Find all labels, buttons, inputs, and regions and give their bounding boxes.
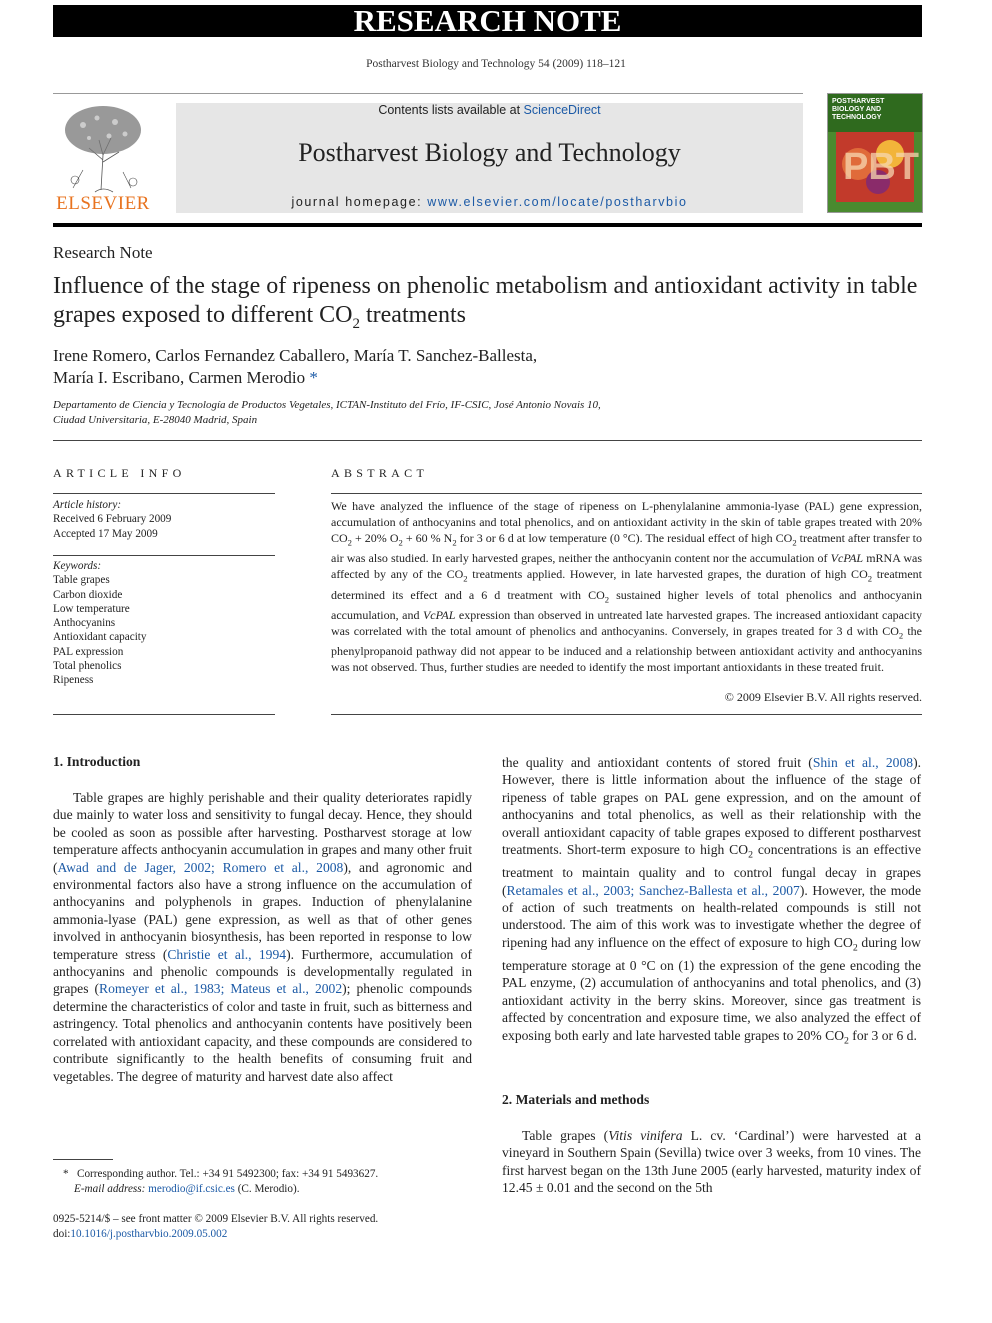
citation-link[interactable]: Awad and de Jager, 2002; Romero et al., 2008 (57, 859, 344, 875)
divider (53, 714, 275, 715)
introduction-heading: 1. Introduction (53, 754, 141, 769)
front-matter-text: 0925-5214/$ – see front matter © 2009 Elsevier B.V. All rights reserved. (53, 1213, 379, 1225)
keyword: Antioxidant capacity (53, 631, 147, 644)
contents-availability (176, 103, 803, 117)
corresponding-author-footnote (53, 1167, 472, 1197)
keyword: Ripeness (53, 674, 94, 687)
sciencedirect-link[interactable]: ScienceDirect (523, 103, 601, 117)
article-title (53, 272, 922, 339)
keyword: Anthocyanins (53, 617, 116, 630)
article-history (53, 498, 275, 541)
journal-reference: Postharvest Biology and Technology 54 (2009) 118–121 (366, 58, 626, 70)
title-text: Influence of the stage of ripeness on phenolic metabolism and antioxidant activity in table grapes exposed to different CO (53, 273, 918, 328)
corresponding-author-mark[interactable]: * (309, 368, 318, 387)
footnote-rule (53, 1159, 113, 1160)
tree-icon (53, 100, 153, 195)
journal-homepage (176, 195, 803, 209)
email-link[interactable]: merodio@if.csic.es (148, 1183, 235, 1195)
abstract-heading: ABSTRACT (331, 466, 429, 480)
affiliation-line-1: Departamento de Ciencia y Tecnología de Productos Vegetales, ICTAN-Instituto del Frío, IF-CSIC, José Antonio Novais 10, (53, 399, 601, 411)
contents-prefix: Contents lists available at (378, 103, 524, 117)
cover-title: POSTHARVEST BIOLOGY AND TECHNOLOGY (832, 98, 885, 121)
journal-cover-image (827, 93, 923, 213)
introduction-paragraph-continued: the quality and antioxidant contents of stored fruit (Shin et al., 2008). However, there is little information about the influence of the stage of ripeness of table grapes on PAL gene expression, and on the amount of anthocyanins and total phenolics, as well as their relationship with the overall antioxidant capacity of table grapes exposed to different postharvest treatments. Short-term exposure to high $CO_2$ concentrations is an effective treatment to maintain quality and to control fungal decay in grapes (Retamales et al., 2003; Sanchez-Ballesta et al., 2007). However, the mode of action of such treatments on health-related compounds is still not understood. The aim of this work was to investigate whether the degree of ripening had any influence on the effect of exposure to high $CO_2$ during low temperature storage at 0 °C on (1) the expression of the gene encoding the PAL enzyme, (2) accumulation of anthocyanins and total phenolics, and (3) antioxidant activity in the berry skins. Moreover, since gas treatment is affected by concentration and exposure time, we also analyzed the effect of exposing both early and late harvested table grapes to 20% $CO_2$ for 3 or 6 d. (502, 755, 922, 1047)
elsevier-wordmark: ELSEVIER (56, 193, 150, 214)
keywords-label: Keywords: (53, 560, 102, 572)
introduction-paragraph: Table grapes are highly perishable and their quality deteriorates rapidly due mainly to water loss and sensitivity to fungal decay. Hence, they should be cooled as soon as possible after harvesting. Postharvest storage at low temperature affects anthocyanin accumulation in grapes and many other fruit (Awad and de Jager, 2002; Romero et al., 2008), and agronomic and environmental factors also have a strong influence on the accumulation of anthocyanins and polyphenols in grapes. Induction of phenylalanine ammonia-lyase (PAL) gene expression, as well as that of other genes involved in anthocyanin biosynthesis, has been reported in response to low temperature stress (Christie et al., 1994). Furthermore, accumulation of anthocyanins and phenolic compounds is developmentally regulated in grapes (Romeyer et al., 1983; Mateus et al., 2002); phenolic compounds determine the characteristics of color and taste in fruit, such as bitterness and astringency. Total phenolics and anthocyanin contents have positively been correlated with antioxidant capacity, and these compounds are considered to contribute significantly to the health benefits of consuming fruit and vegetables. The degree of maturity and harvest date also affect (53, 790, 473, 1084)
title-subscript: 2 (352, 315, 360, 332)
divider (331, 493, 922, 494)
accepted-date: Accepted 17 May 2009 (53, 527, 158, 540)
header-top-rule (53, 93, 803, 94)
affiliation (53, 398, 922, 428)
doi-prefix: doi: (53, 1228, 71, 1240)
divider (53, 493, 275, 494)
header-bottom-rule (53, 223, 922, 227)
email-suffix: (C. Merodio). (234, 1183, 300, 1195)
corresponding-text: Corresponding author. Tel.: +34 91 5492300; fax: +34 91 5493627. (76, 1168, 379, 1180)
abstract-copyright: © 2009 Elsevier B.V. All rights reserved. (724, 690, 922, 704)
keyword: Total phenolics (53, 660, 122, 673)
affiliation-line-2: Ciudad Universitaria, E-28040 Madrid, Spain (53, 414, 258, 426)
abstract-text: We have analyzed the influence of the stage of ripeness on L-phenylalanine ammonia-lyase (PAL) gene expression, accumulation of anthocyanins and total phenolics, and on antioxidant activity in the skin of table grapes treated with 20% $CO_2 + 20\%$ $O_2 + 60$ % $N_2$ for 3 or 6 d at low temperature (0 °C). The residual effect of high $CO_2$ treatment after transfer to air was also studied. In early harvested grapes, neither the anthocyanin content nor the accumulation of VcPAL mRNA was affected by any of the $CO_2$ treatments applied. However, in late harvested grapes, the duration of high $CO_2$ treatment determined its effect and a 6 d treatment with $CO_2$ sustained higher levels of total phenolics and anthocyanin accumulation, and VcPAL expression than observed in untreated late harvested grapes. The increased antioxidant capacity was correlated with the total amount of phenolics and anthocyanins. Conversely, in grapes treated for 3 d with $CO_2$ the phenylpropanoid pathway did not appear to be induced and a relationship between antioxidant activity and anthocyanins was not observed. Thus, further studies are needed to identify the most important antioxidants in these treated fruit. (331, 499, 923, 675)
history-label: Article history: (53, 499, 122, 511)
keywords (53, 559, 275, 688)
citation-link[interactable]: Retamales et al., 2003; Sanchez-Ballesta et al., 2007 (506, 882, 800, 898)
doi-link[interactable]: 10.1016/j.postharvbio.2009.05.002 (70, 1228, 228, 1240)
divider (53, 440, 922, 441)
keyword: Table grapes (53, 574, 110, 587)
homepage-prefix: journal homepage: (291, 195, 428, 209)
citation-link[interactable]: Romeyer et al., 1983; Mateus et al., 2002 (99, 981, 343, 997)
svg-text:PBT: PBT (843, 146, 919, 188)
divider (331, 714, 922, 715)
author-list (53, 345, 922, 389)
footnote-mark: * (63, 1168, 69, 1180)
journal-title: Postharvest Biology and Technology (298, 138, 681, 167)
homepage-link[interactable]: www.elsevier.com/locate/postharvbio (427, 195, 688, 209)
keyword: Low temperature (53, 602, 130, 615)
front-matter (53, 1212, 472, 1242)
email-label: E-mail address: (74, 1183, 149, 1195)
divider (53, 555, 275, 556)
methods-heading: 2. Materials and methods (502, 1092, 650, 1107)
authors-line-2: María I. Escribano, Carmen Merodio (53, 368, 306, 387)
citation-link[interactable]: Shin et al., 2008 (812, 755, 914, 770)
received-date: Received 6 February 2009 (53, 513, 172, 526)
methods-paragraph: Table grapes (Vitis vinifera L. cv. ‘Cardinal’) were harvested at a vineyard in Southern Spain (Sevilla) twice over 3 weeks, from 10 vines. The first harvest began on the 13th June 2005 (early harvested, maturity index of 12.45 ± 0.01 and the second on the 5th (502, 1128, 921, 1196)
article-type: Research Note (53, 243, 153, 262)
title-text-end: treatments (359, 302, 466, 328)
keyword: PAL expression (53, 645, 124, 658)
article-info-heading: ARTICLE INFO (53, 466, 186, 480)
research-note-banner: RESEARCH NOTE (53, 5, 922, 37)
keyword: Carbon dioxide (53, 588, 123, 601)
citation-link[interactable]: Christie et al., 1994 (167, 946, 287, 962)
authors-line-1: Irene Romero, Carlos Fernandez Caballero, María T. Sanchez-Ballesta, (53, 346, 538, 365)
